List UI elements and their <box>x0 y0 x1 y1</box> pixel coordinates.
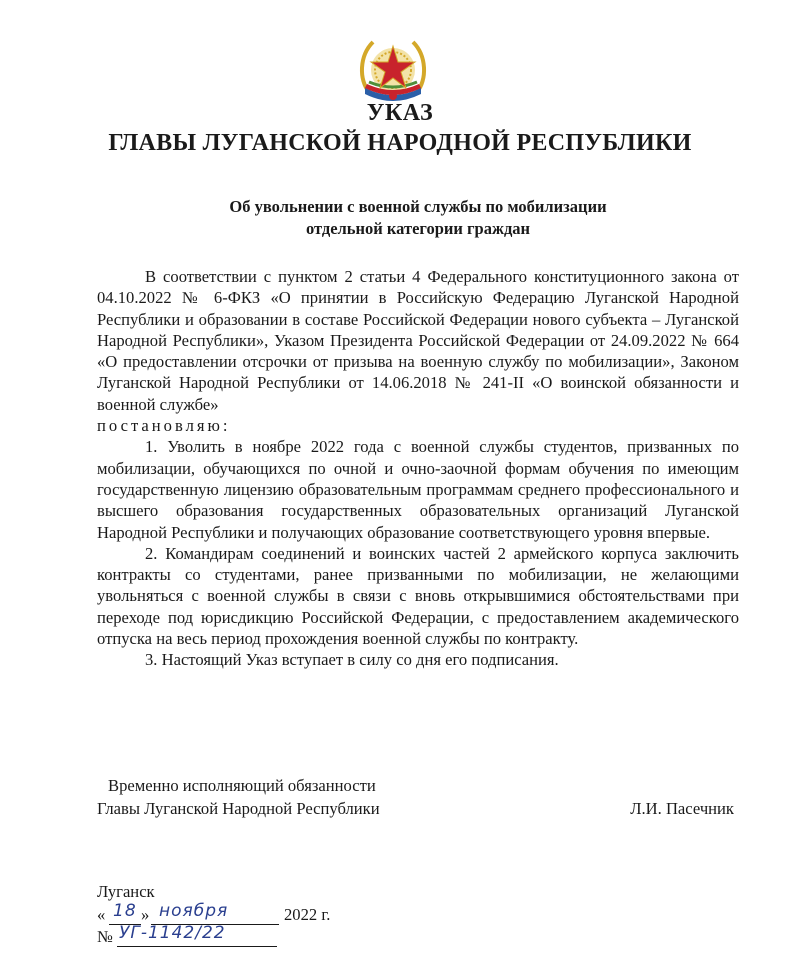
date-day-handwritten: 18 <box>113 901 137 921</box>
decree-item-3: 3. Настоящий Указ вступает в силу со дня его подписания. <box>145 650 559 670</box>
decree-item-1: 1. Уволить в ноябре 2022 года с военной службы студентов, призванных по мобилизации, обучающихся по очной и очно-заочной формам обучения по имеющим государственную лицензию образовательным программам среднего профессионального и высшего образования государственных образовательных организаций Луганской Народной Республики и получающих образование соответствующего уровня впервые. <box>97 437 739 542</box>
decree-subject <box>0 196 800 240</box>
issue-city: Луганск <box>97 882 155 901</box>
decree-subject-line2: отдельной категории граждан <box>305 219 531 238</box>
number-underline <box>117 946 277 947</box>
signatory-name: Л.И. Пасечник <box>630 799 734 818</box>
lnr-coat-of-arms-icon <box>355 32 431 104</box>
date-month-handwritten: ноября <box>159 901 229 921</box>
decree-operative-word: постановляю: <box>97 416 231 436</box>
decree-subject-line1: Об увольнении с военной службы по мобилизации <box>229 197 607 216</box>
number-sign: № <box>97 927 113 946</box>
decree-issuer-title: ГЛАВЫ ЛУГАНСКОЙ НАРОДНОЙ РЕСПУБЛИКИ <box>108 130 692 156</box>
date-close-quote: » <box>141 905 150 924</box>
decree-number <box>97 923 297 949</box>
signatory-position-line1: Временно исполняющий обязанности <box>108 776 376 795</box>
date-year: 2022 г. <box>284 905 331 924</box>
decree-preamble: В соответствии с пунктом 2 статьи 4 Федерального конституционного закона от 04.10.2022 № 6-ФКЗ «О принятии в Российскую Федерацию Луганской Народной Республики и образовании в составе Российской Федерации нового субъекта – Луганской Народной Республики», Указом Президента Российской Федерации от 24.09.2022 № 664 «О предоставлении отсрочки от призыва на военную службу по мобилизации», Законом Луганской Народной Республики от 14.06.2018 № 241-II «О воинской обязанности и военной службе» <box>97 267 739 414</box>
number-handwritten: УГ-1142/22 <box>119 923 226 943</box>
date-open-quote: « <box>97 905 106 924</box>
decree-title: УКАЗ <box>366 100 434 126</box>
signatory-position-line2: Главы Луганской Народной Республики <box>97 799 380 818</box>
decree-item-2: 2. Командирам соединений и воинских частей 2 армейского корпуса заключить контракты со студентами, ранее призванными по мобилизации, не желающими увольняться с военной службы в связи с вновь открывшимися обстоятельствами при переходе под юрисдикцию Российской Федерации, с предоставлением академического отпуска на весь период прохождения военной службы по контракту. <box>97 543 739 649</box>
decree-body <box>97 266 739 671</box>
